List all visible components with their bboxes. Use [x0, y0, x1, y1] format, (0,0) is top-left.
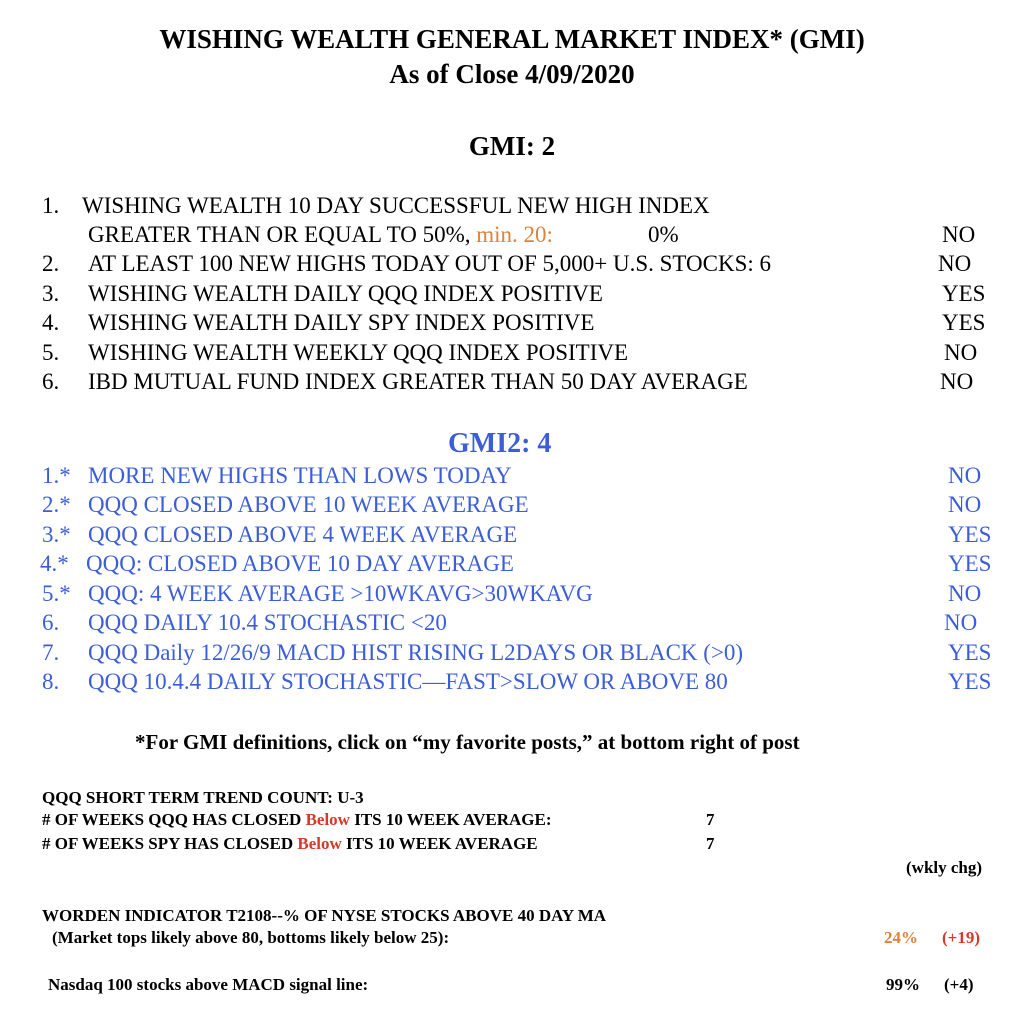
gmi-item-4-label: WISHING WEALTH DAILY SPY INDEX POSITIVE — [88, 310, 595, 335]
gmi2-item-8-label: QQQ 10.4.4 DAILY STOCHASTIC—FAST>SLOW OR ABOVE 80 — [88, 669, 728, 694]
gmi-item-5-value: NO — [944, 340, 978, 365]
gmi-item-3-label: WISHING WEALTH DAILY QQQ INDEX POSITIVE — [88, 281, 603, 306]
macd-label: Nasdaq 100 stocks above MACD signal line: — [48, 975, 369, 994]
spy-below-word: Below — [297, 834, 342, 853]
gmi2-item-1-label: MORE NEW HIGHS THAN LOWS TODAY — [88, 463, 512, 488]
gmi2-item-4-num: 4.* — [40, 551, 69, 576]
qqq-below-word: Below — [305, 810, 350, 829]
gmi-item-6-label: IBD MUTUAL FUND INDEX GREATER THAN 50 DAY AVERAGE — [88, 369, 748, 394]
gmi2-item-7-label: QQQ Daily 12/26/9 MACD HIST RISING L2DAYS OR BLACK (>0) — [88, 640, 744, 665]
weekly-change-header: (wkly chg) — [906, 858, 983, 877]
gmi-item-5-label: WISHING WEALTH WEEKLY QQQ INDEX POSITIVE — [88, 340, 629, 365]
macd-value: 99% — [886, 975, 920, 994]
gmi-item-1-min: min. 20: — [476, 222, 553, 247]
gmi-item-5-num: 5. — [42, 340, 60, 365]
gmi2-item-3-value: YES — [948, 522, 992, 547]
qqq-weeks-below-value: 7 — [706, 810, 715, 829]
gmi2-item-7-value: YES — [948, 640, 992, 665]
gmi-item-1-line2-text: GREATER THAN OR EQUAL TO 50%, — [88, 222, 477, 247]
trend-count: QQQ SHORT TERM TREND COUNT: U-3 — [42, 788, 364, 807]
qqq-weeks-text-b: ITS 10 WEEK AVERAGE: — [349, 810, 552, 829]
spy-weeks-below-value: 7 — [706, 834, 715, 853]
definitions-note: *For GMI definitions, click on “my favorite posts,” at bottom right of post — [135, 730, 800, 754]
gmi2-item-5-value: NO — [948, 581, 982, 606]
gmi2-item-1-num: 1.* — [42, 463, 71, 488]
gmi-heading: GMI: 2 — [468, 131, 556, 161]
gmi2-item-8-value: YES — [948, 669, 992, 694]
gmi2-item-2-label: QQQ CLOSED ABOVE 10 WEEK AVERAGE — [88, 492, 529, 517]
spy-weeks-below-label — [42, 834, 538, 854]
gmi-item-2-num: 2. — [42, 251, 60, 276]
gmi-item-4-value: YES — [942, 310, 986, 335]
gmi-item-2-value: NO — [938, 251, 972, 276]
macd-change: (+4) — [944, 975, 974, 994]
gmi-item-1-label-line2 — [88, 222, 553, 248]
gmi-item-3-num: 3. — [42, 281, 60, 306]
gmi2-item-2-num: 2.* — [42, 492, 71, 517]
gmi2-item-4-label: QQQ: CLOSED ABOVE 10 DAY AVERAGE — [86, 551, 514, 576]
spy-weeks-text-a: # OF WEEKS SPY HAS CLOSED — [42, 834, 298, 853]
page-subtitle: As of Close 4/09/2020 — [389, 59, 635, 89]
gmi2-item-7-num: 7. — [42, 640, 60, 665]
gmi-item-2-label: AT LEAST 100 NEW HIGHS TODAY OUT OF 5,000+ U.S. STOCKS: 6 — [88, 251, 772, 276]
gmi-item-1-label: WISHING WEALTH 10 DAY SUCCESSFUL NEW HIGH INDEX — [82, 193, 710, 218]
page-title: WISHING WEALTH GENERAL MARKET INDEX* (GMI) — [159, 24, 865, 54]
gmi-item-4-num: 4. — [42, 310, 60, 335]
gmi-item-1-percent: 0% — [648, 222, 679, 247]
gmi2-item-6-value: NO — [944, 610, 978, 635]
gmi2-item-5-label: QQQ: 4 WEEK AVERAGE >10WKAVG>30WKAVG — [88, 581, 593, 606]
gmi-item-6-num: 6. — [42, 369, 60, 394]
gmi-item-1-value: NO — [942, 222, 976, 247]
gmi2-item-5-num: 5.* — [42, 581, 71, 606]
gmi2-item-4-value: YES — [948, 551, 992, 576]
gmi2-item-3-num: 3.* — [42, 522, 71, 547]
qqq-weeks-text-a: # OF WEEKS QQQ HAS CLOSED — [42, 810, 306, 829]
gmi2-item-2-value: NO — [948, 492, 982, 517]
worden-subtitle: (Market tops likely above 80, bottoms likely below 25): — [52, 928, 450, 947]
gmi2-heading: GMI2: 4 — [448, 428, 552, 459]
qqq-weeks-below-label — [42, 810, 552, 830]
gmi2-item-8-num: 8. — [42, 669, 60, 694]
worden-value: 24% — [884, 928, 918, 947]
gmi-item-3-value: YES — [942, 281, 986, 306]
gmi2-item-6-num: 6. — [42, 610, 60, 635]
gmi2-item-6-label: QQQ DAILY 10.4 STOCHASTIC <20 — [88, 610, 447, 635]
gmi2-item-3-label: QQQ CLOSED ABOVE 4 WEEK AVERAGE — [88, 522, 518, 547]
gmi-item-1-num: 1. — [42, 193, 60, 218]
gmi2-item-1-value: NO — [948, 463, 982, 488]
worden-title: WORDEN INDICATOR T2108--% OF NYSE STOCKS ABOVE 40 DAY MA — [42, 906, 607, 925]
spy-weeks-text-b: ITS 10 WEEK AVERAGE — [341, 834, 538, 853]
gmi-item-6-value: NO — [940, 369, 974, 394]
worden-change: (+19) — [942, 928, 981, 947]
